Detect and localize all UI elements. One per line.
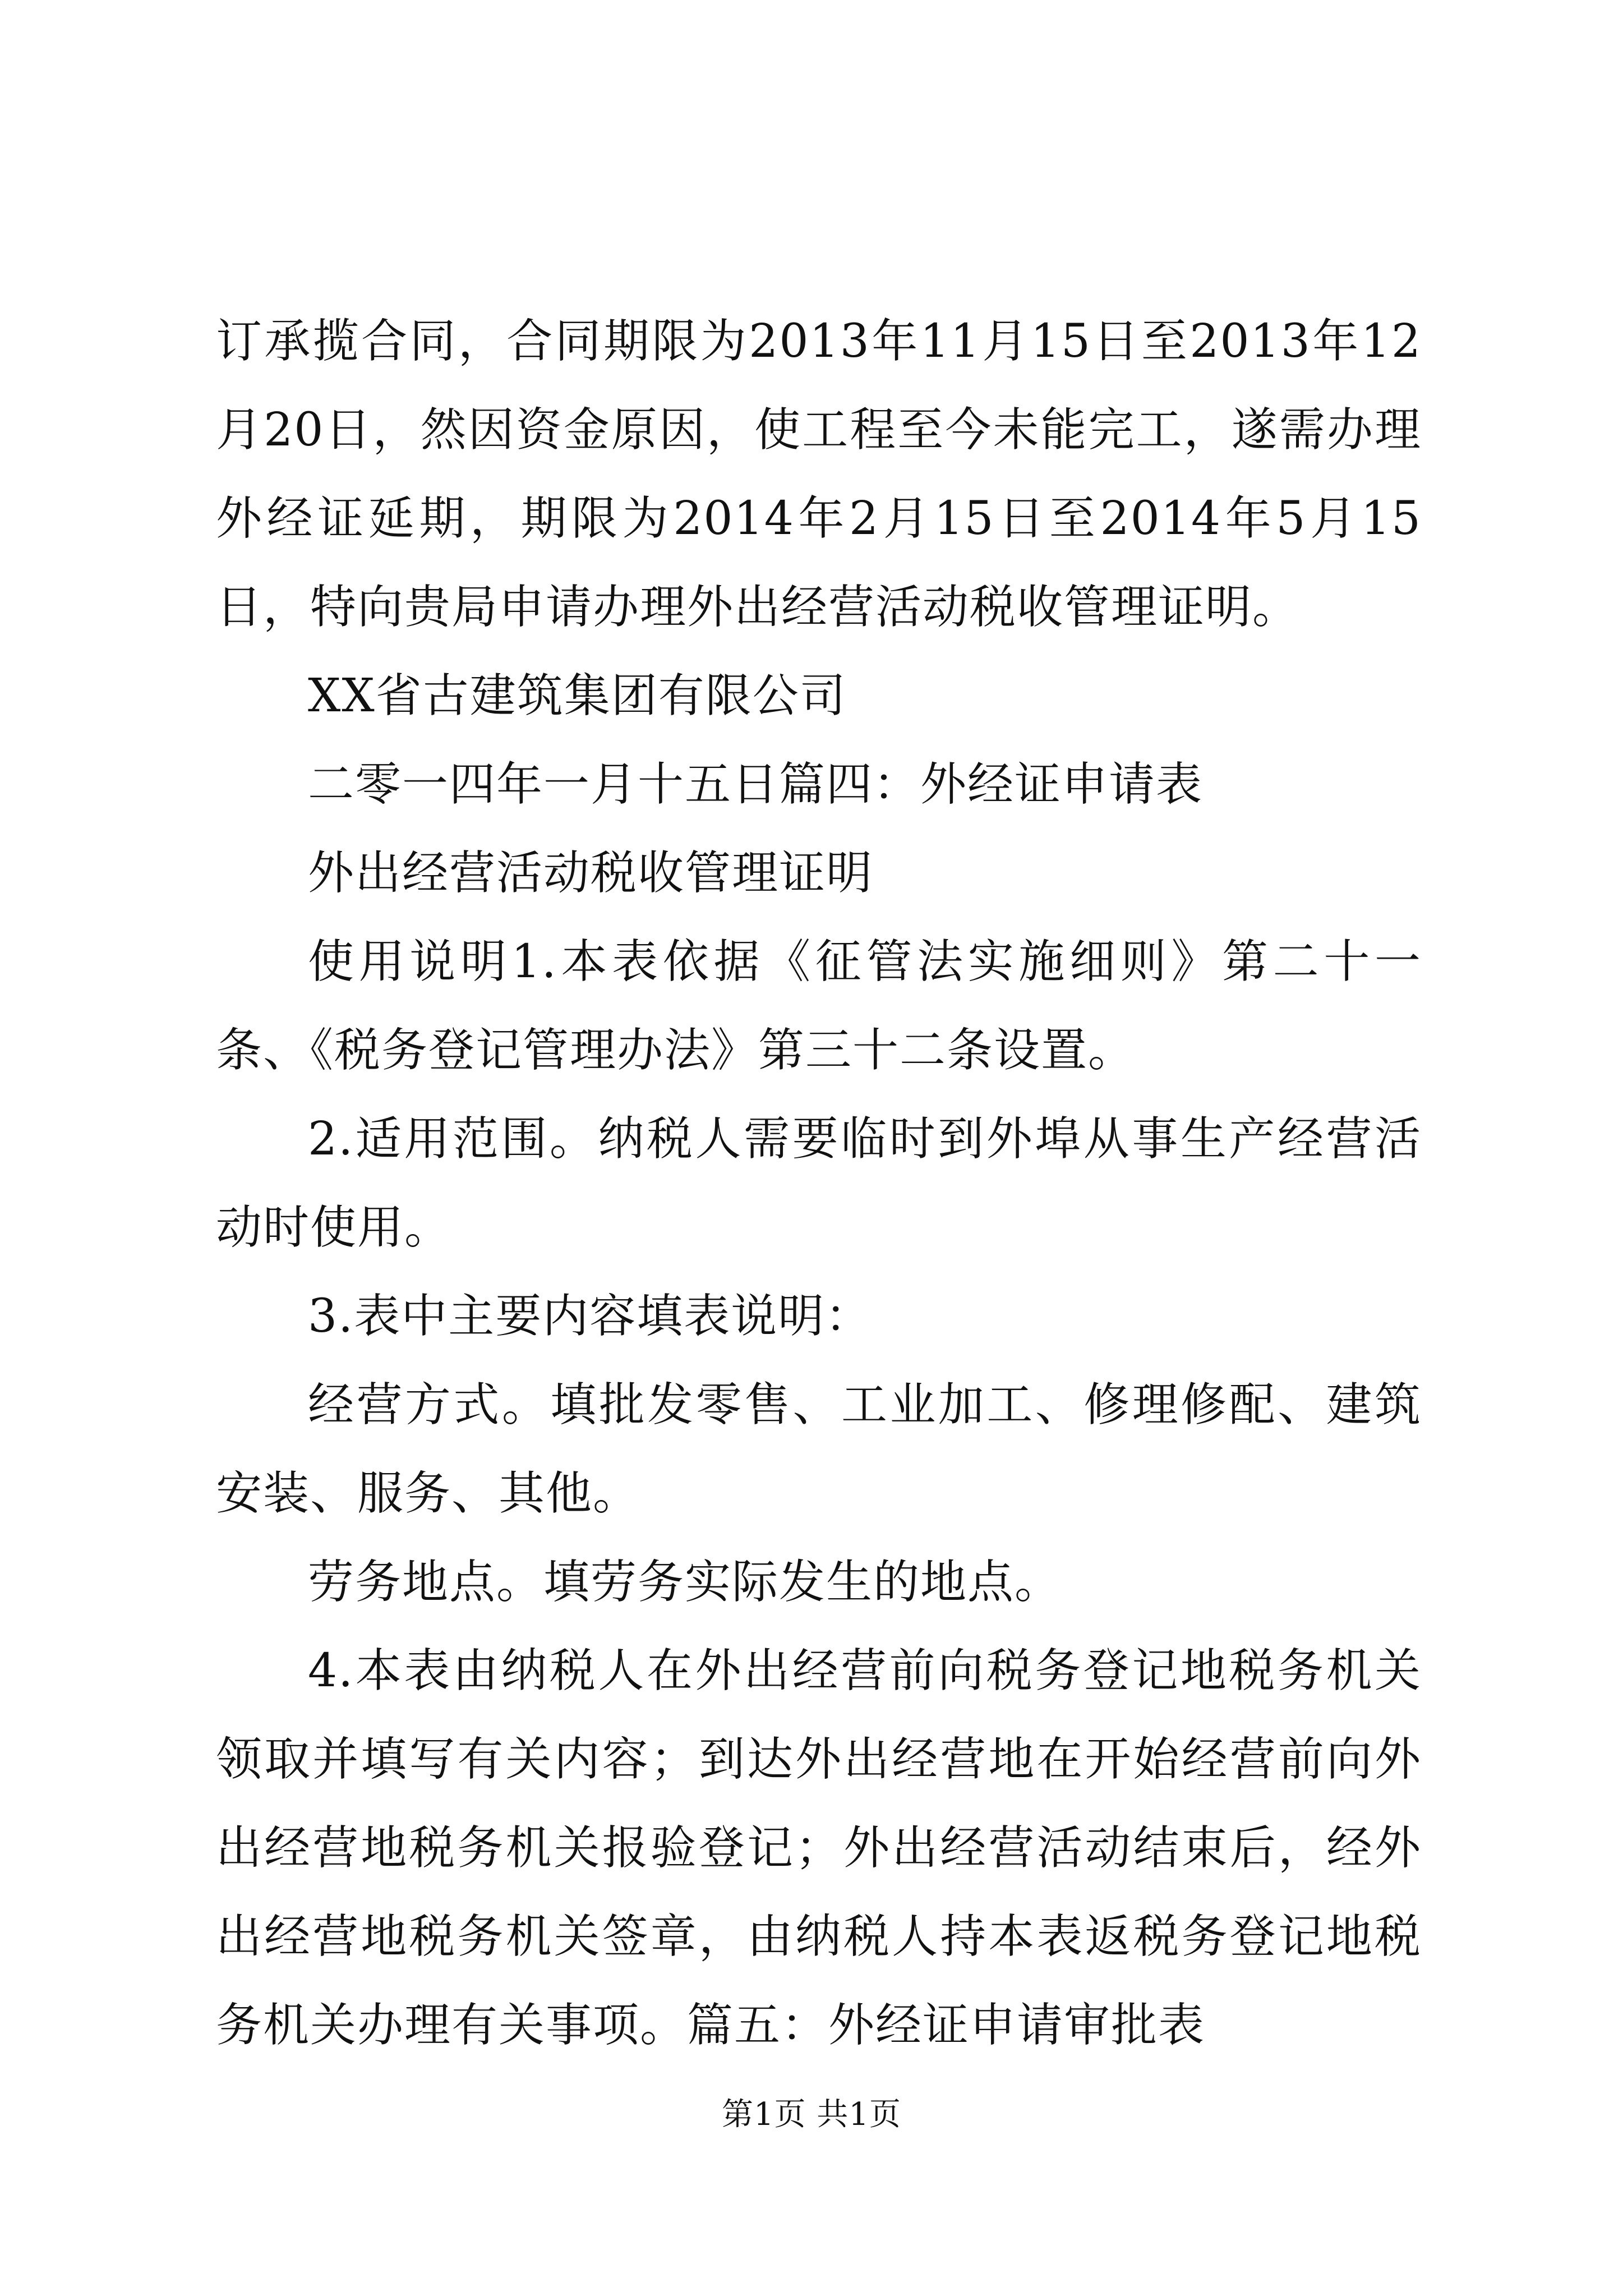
paragraph-service-location: 劳务地点。填劳务实际发生的地点。	[308, 1556, 1062, 1609]
paragraph-date-section-four: 二零一四年一月十五日篇四：外经证申请表	[308, 758, 1204, 811]
paragraph-company-name: XX省古建筑集团有限公司	[308, 669, 847, 723]
page-footer: 第1页 共1页	[721, 2096, 902, 2133]
paragraph-form-title: 外出经营活动税收管理证明	[308, 846, 874, 900]
paragraph-usage-note-4: 4.本表由纳税人在外出经营前向税务登记地税务机关领取并填写有关内容；到达外出经营地在开始经营前向外出经营地税务机关报验登记；外出经营活动结束后，经外出经营地税务机关签章，由纳税人持本表返税务登记地税务机关办理有关事项。篇五：外经证申请审批表	[216, 1644, 1422, 2052]
paragraph-business-mode: 经营方式。填批发零售、工业加工、修理修配、建筑安装、服务、其他。	[216, 1378, 1422, 1520]
paragraph-usage-note-3: 3.表中主要内容填表说明：	[308, 1290, 873, 1343]
paragraph-usage-note-2: 2.适用范围。纳税人需要临时到外埠从事生产经营活动时使用。	[216, 1112, 1422, 1254]
paragraph-usage-note-1: 使用说明1.本表依据《征管法实施细则》第二十一条、《税务登记管理办法》第三十二条设置。	[216, 935, 1422, 1077]
paragraph-contract-period: 订承揽合同，合同期限为2013年11月15日至2013年12月20日，然因资金原因，使工程至今未能完工，遂需办理外经证延期，期限为2014年2月15日至2014年5月15日，特向贵局申请办理外出经营活动税收管理证明。	[216, 315, 1422, 634]
document-body	[216, 297, 1422, 2070]
